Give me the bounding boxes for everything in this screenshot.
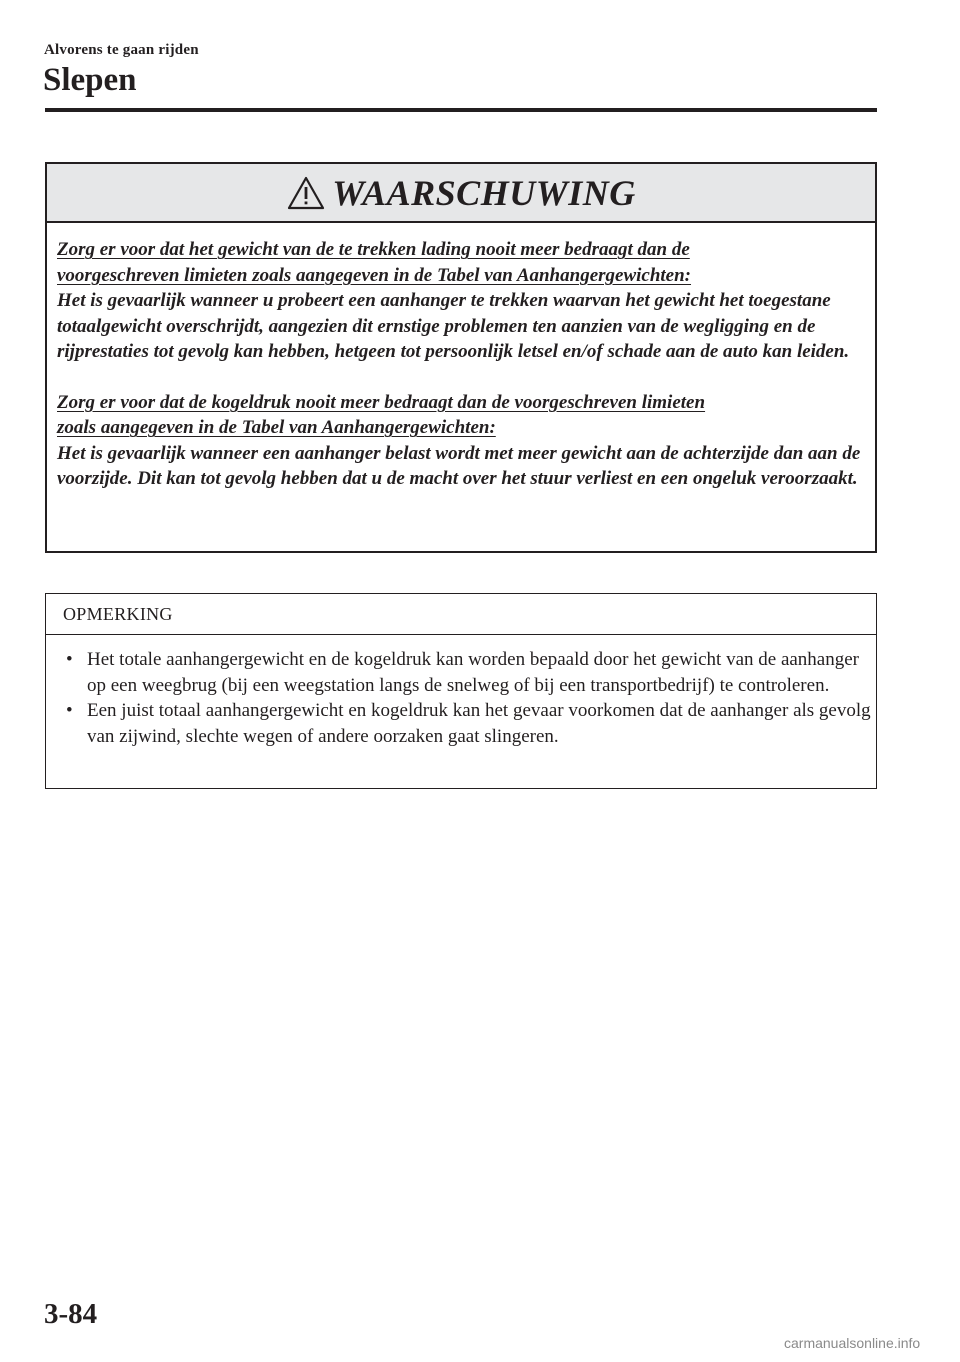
page-title: Slepen xyxy=(43,62,137,98)
note-item-text: Het totale aanhangergewicht en de kogeldruk kan worden bepaald door het gewicht van de aanhanger op een weegbrug (bij een weegstation langs de snelweg of bij een transportbedrijf) te controleren. xyxy=(87,649,860,696)
note-title: OPMERKING xyxy=(63,603,173,624)
title-divider xyxy=(45,108,877,112)
note-item-text: Een juist totaal aanhangergewicht en kogeldruk kan het gevaar voorkomen dat de aanhanger als gevolg van zijwind, slechte wegen of andere oorzaken gaat slingeren. xyxy=(87,700,871,747)
list-item xyxy=(66,647,876,698)
note-box xyxy=(45,593,877,789)
bullet-icon: • xyxy=(66,700,73,721)
watermark: carmanualsonline.info xyxy=(784,1335,921,1351)
bullet-icon: • xyxy=(66,649,73,670)
warning-para1-heading-line1: Zorg er voor dat het gewicht van de te trekken lading nooit meer bedraagt dan de xyxy=(57,239,690,260)
section-name: Alvorens te gaan rijden xyxy=(44,42,199,58)
warning-para1-body: Het is gevaarlijk wanneer u probeert een aanhanger te trekken waarvan het gewicht het toegestane totaalgewicht overschrijdt, aangezien dit ernstige problemen ten aanzien van de wegligging en de rijprestaties tot gevolg kan hebben, hetgeen tot persoonlijk letsel en/of schade aan de auto kan leiden. xyxy=(57,290,850,362)
note-list xyxy=(46,635,876,749)
warning-para2-heading-line2: zoals aangegeven in de Tabel van Aanhangergewichten: xyxy=(57,417,496,438)
warning-para1-heading-line2: voorgeschreven limieten zoals aangegeven in de Tabel van Aanhangergewichten: xyxy=(57,264,692,286)
list-item xyxy=(66,698,876,749)
paragraph-gap xyxy=(57,365,867,390)
warning-para2-body: Het is gevaarlijk wanneer een aanhanger belast wordt met meer gewicht aan de achterzijde dan aan de voorzijde. Dit kan tot gevolg hebben dat u de macht over het stuur verliest en een ongeluk veroorzaakt. xyxy=(57,442,861,489)
warning-header xyxy=(47,164,875,223)
warning-title: WAARSCHUWING xyxy=(332,172,636,213)
page-number: 3-84 xyxy=(44,1298,98,1330)
warning-body xyxy=(47,223,875,492)
warning-triangle-icon xyxy=(286,175,326,211)
note-header xyxy=(46,594,876,635)
warning-box xyxy=(45,162,877,553)
warning-para2-heading-line1: Zorg er voor dat de kogeldruk nooit meer bedraagt dan de voorgeschreven limieten xyxy=(57,391,706,413)
warning-para2-heading xyxy=(57,390,867,441)
warning-para1-heading xyxy=(57,237,867,288)
